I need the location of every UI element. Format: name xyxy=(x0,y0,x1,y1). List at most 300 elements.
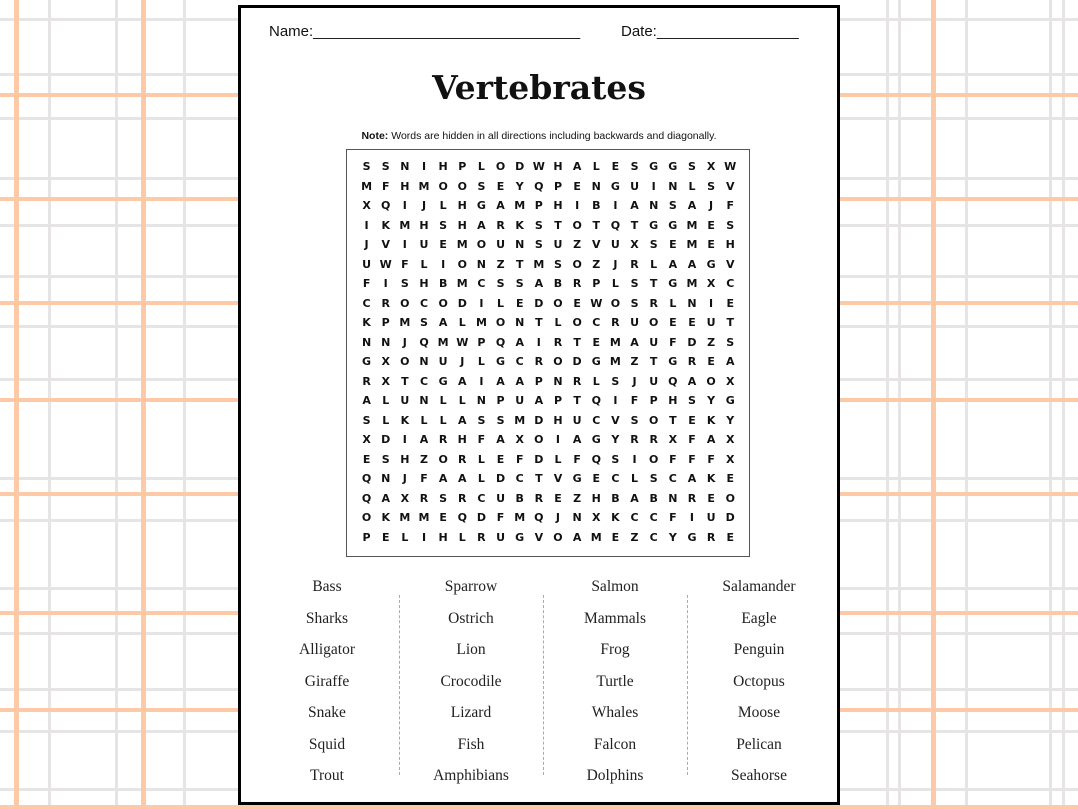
grid-letter[interactable]: G xyxy=(668,355,678,368)
grid-letter[interactable]: N xyxy=(668,491,678,505)
grid-letter[interactable]: A xyxy=(515,374,524,388)
grid-letter[interactable]: M xyxy=(361,179,373,193)
grid-letter[interactable]: T xyxy=(592,218,601,232)
grid-letter[interactable]: V xyxy=(381,238,390,251)
grid-letter[interactable]: S xyxy=(668,199,677,212)
grid-letter[interactable]: U xyxy=(362,257,372,271)
grid-letter[interactable]: C xyxy=(419,374,429,388)
grid-letter[interactable]: C xyxy=(419,296,429,310)
grid-letter[interactable]: S xyxy=(611,374,620,388)
grid-letter[interactable]: G xyxy=(572,472,582,485)
grid-letter[interactable]: H xyxy=(400,452,410,466)
grid-letter[interactable]: R xyxy=(438,433,448,446)
grid-letter[interactable]: G xyxy=(591,355,601,368)
grid-letter[interactable]: N xyxy=(400,160,410,173)
grid-letter[interactable]: O xyxy=(476,238,487,251)
grid-letter[interactable]: Q xyxy=(668,374,678,388)
grid-letter[interactable]: A xyxy=(687,374,697,388)
grid-letter[interactable]: K xyxy=(400,413,410,427)
grid-letter[interactable]: X xyxy=(668,433,678,446)
grid-letter[interactable]: O xyxy=(610,296,621,310)
grid-letter[interactable]: F xyxy=(573,452,581,466)
grid-letter[interactable]: G xyxy=(515,530,525,544)
grid-letter[interactable]: X xyxy=(381,374,390,388)
grid-letter[interactable]: P xyxy=(534,199,543,212)
grid-letter[interactable]: H xyxy=(419,218,429,232)
grid-letter[interactable]: G xyxy=(362,355,372,368)
grid-letter[interactable]: L xyxy=(554,452,562,466)
grid-letter[interactable]: H xyxy=(438,160,448,173)
grid-letter[interactable]: C xyxy=(668,472,677,485)
grid-letter[interactable]: L xyxy=(669,296,677,310)
grid-letter[interactable]: D xyxy=(476,511,486,524)
grid-letter[interactable]: X xyxy=(726,374,735,388)
grid-letter[interactable]: C xyxy=(649,511,658,524)
grid-letter[interactable]: O xyxy=(438,452,448,466)
grid-letter[interactable]: L xyxy=(458,316,466,329)
grid-letter[interactable]: M xyxy=(686,238,698,251)
grid-letter[interactable]: T xyxy=(554,218,562,232)
grid-letter[interactable]: E xyxy=(515,296,524,310)
grid-letter[interactable]: P xyxy=(477,335,486,349)
grid-letter[interactable]: D xyxy=(572,355,582,368)
grid-letter[interactable]: M xyxy=(456,277,468,290)
grid-letter[interactable]: U xyxy=(649,374,659,388)
grid-letter[interactable]: D xyxy=(534,452,544,466)
grid-letter[interactable]: E xyxy=(707,355,715,368)
grid-letter[interactable]: O xyxy=(553,355,563,368)
grid-letter[interactable]: U xyxy=(649,335,659,349)
grid-letter[interactable]: F xyxy=(477,433,486,446)
grid-letter[interactable]: Y xyxy=(611,433,620,446)
grid-letter[interactable]: H xyxy=(400,179,410,193)
grid-letter[interactable]: S xyxy=(630,296,639,310)
grid-letter[interactable]: E xyxy=(611,530,620,544)
grid-letter[interactable]: C xyxy=(515,472,524,485)
grid-letter[interactable]: R xyxy=(477,530,486,544)
grid-letter[interactable]: F xyxy=(669,452,677,466)
grid-letter[interactable]: E xyxy=(726,296,734,310)
grid-letter[interactable]: F xyxy=(362,277,371,290)
grid-letter[interactable]: X xyxy=(706,277,716,290)
grid-letter[interactable]: R xyxy=(572,277,582,290)
grid-letter[interactable]: G xyxy=(496,355,506,368)
grid-letter[interactable]: Z xyxy=(496,257,505,271)
grid-letter[interactable]: M xyxy=(514,511,526,524)
grid-letter[interactable]: D xyxy=(381,433,391,446)
grid-letter[interactable]: I xyxy=(441,257,446,271)
grid-letter[interactable]: S xyxy=(496,277,505,290)
grid-letter[interactable]: A xyxy=(496,374,505,388)
grid-letter[interactable]: Y xyxy=(726,413,735,427)
grid-letter[interactable]: P xyxy=(649,394,658,407)
grid-letter[interactable]: T xyxy=(401,374,409,388)
grid-letter[interactable]: R xyxy=(496,218,505,232)
grid-letter[interactable]: R xyxy=(534,355,544,368)
grid-letter[interactable]: S xyxy=(630,413,639,427)
grid-letter[interactable]: O xyxy=(495,160,506,173)
grid-letter[interactable]: C xyxy=(362,296,371,310)
grid-letter[interactable]: M xyxy=(437,335,449,349)
grid-letter[interactable]: I xyxy=(383,277,388,290)
grid-letter[interactable]: I xyxy=(421,160,427,173)
grid-letter[interactable]: R xyxy=(381,296,390,310)
grid-letter[interactable]: O xyxy=(457,257,467,271)
grid-letter[interactable]: E xyxy=(669,316,677,329)
grid-letter[interactable]: D xyxy=(534,296,544,310)
grid-letter[interactable]: N xyxy=(668,179,678,193)
grid-letter[interactable]: A xyxy=(572,160,582,173)
grid-letter[interactable]: O xyxy=(495,316,506,329)
grid-letter[interactable]: L xyxy=(382,394,390,407)
grid-letter[interactable]: R xyxy=(572,374,582,388)
grid-letter[interactable]: B xyxy=(553,277,563,290)
grid-letter[interactable]: L xyxy=(458,394,466,407)
grid-letter[interactable]: A xyxy=(362,394,371,407)
grid-letter[interactable]: M xyxy=(609,335,621,349)
grid-letter[interactable]: J xyxy=(460,355,465,368)
grid-letter[interactable]: S xyxy=(515,277,524,290)
grid-letter[interactable]: R xyxy=(687,355,697,368)
grid-letter[interactable]: T xyxy=(535,316,543,329)
grid-letter[interactable]: M xyxy=(475,316,487,329)
grid-letter[interactable]: L xyxy=(382,413,390,427)
grid-letter[interactable]: M xyxy=(590,530,602,544)
grid-letter[interactable]: S xyxy=(420,316,428,329)
grid-letter[interactable]: T xyxy=(630,218,639,232)
grid-letter[interactable]: T xyxy=(573,394,581,407)
grid-letter[interactable]: W xyxy=(379,257,392,271)
grid-letter[interactable]: S xyxy=(400,277,409,290)
grid-letter[interactable]: U xyxy=(438,355,448,368)
grid-letter[interactable]: O xyxy=(572,218,582,232)
grid-letter[interactable]: N xyxy=(515,316,525,329)
grid-letter[interactable]: U xyxy=(496,530,506,544)
grid-letter[interactable]: M xyxy=(514,413,526,427)
grid-letter[interactable]: Z xyxy=(573,491,582,505)
grid-letter[interactable]: J xyxy=(402,472,407,485)
grid-letter[interactable]: G xyxy=(668,277,678,290)
grid-letter[interactable]: M xyxy=(399,316,411,329)
grid-letter[interactable]: L xyxy=(592,374,600,388)
grid-letter[interactable]: H xyxy=(419,277,429,290)
grid-letter[interactable]: U xyxy=(630,316,639,329)
grid-letter[interactable]: T xyxy=(669,413,677,427)
grid-letter[interactable]: Q xyxy=(419,335,429,349)
grid-letter[interactable]: Z xyxy=(630,530,639,544)
grid-letter[interactable]: M xyxy=(609,355,621,368)
grid-letter[interactable]: B xyxy=(611,491,620,505)
grid-letter[interactable]: M xyxy=(686,277,698,290)
grid-letter[interactable]: J xyxy=(632,374,637,388)
grid-letter[interactable]: A xyxy=(572,530,582,544)
grid-letter[interactable]: O xyxy=(572,257,582,271)
grid-letter[interactable]: V xyxy=(725,257,735,271)
grid-letter[interactable]: O xyxy=(649,452,659,466)
grid-letter[interactable]: H xyxy=(553,413,563,427)
grid-letter[interactable]: A xyxy=(687,472,697,485)
grid-letter[interactable]: K xyxy=(611,511,620,524)
grid-letter[interactable]: A xyxy=(687,199,697,212)
grid-letter[interactable]: A xyxy=(630,335,639,349)
grid-letter[interactable]: Q xyxy=(381,199,391,212)
grid-letter[interactable]: C xyxy=(477,491,486,505)
grid-letter[interactable]: P xyxy=(592,277,601,290)
grid-letter[interactable]: I xyxy=(402,238,407,251)
grid-letter[interactable]: A xyxy=(458,374,467,388)
grid-letter[interactable]: O xyxy=(553,296,563,310)
grid-letter[interactable]: N xyxy=(687,296,697,310)
grid-letter[interactable]: U xyxy=(419,238,429,251)
grid-letter[interactable]: A xyxy=(496,199,505,212)
grid-letter[interactable]: I xyxy=(575,199,580,212)
grid-letter[interactable]: R xyxy=(534,491,544,505)
grid-letter[interactable]: R xyxy=(458,491,467,505)
grid-letter[interactable]: M xyxy=(399,218,411,232)
grid-letter[interactable]: U xyxy=(706,316,716,329)
grid-letter[interactable]: Q xyxy=(610,218,621,232)
grid-letter[interactable]: O xyxy=(400,355,410,368)
grid-letter[interactable]: S xyxy=(439,491,448,505)
grid-letter[interactable]: T xyxy=(515,257,524,271)
grid-letter[interactable]: S xyxy=(687,160,696,173)
grid-letter[interactable]: N xyxy=(381,472,391,485)
grid-letter[interactable]: R xyxy=(553,335,563,349)
grid-letter[interactable]: I xyxy=(632,452,637,466)
grid-letter[interactable]: F xyxy=(401,257,409,271)
grid-letter[interactable]: M xyxy=(533,257,545,271)
grid-letter[interactable]: R xyxy=(630,433,639,446)
grid-letter[interactable]: A xyxy=(477,218,486,232)
grid-letter[interactable]: O xyxy=(400,296,410,310)
grid-letter[interactable]: F xyxy=(630,394,639,407)
grid-letter[interactable]: X xyxy=(726,452,735,466)
grid-letter[interactable]: E xyxy=(496,452,505,466)
grid-letter[interactable]: A xyxy=(668,257,678,271)
grid-letter[interactable]: F xyxy=(726,199,734,212)
grid-letter[interactable]: X xyxy=(381,355,390,368)
grid-letter[interactable]: N xyxy=(649,199,659,212)
grid-letter[interactable]: P xyxy=(553,394,562,407)
grid-letter[interactable]: D xyxy=(515,160,525,173)
grid-letter[interactable]: O xyxy=(706,374,716,388)
grid-letter[interactable]: H xyxy=(725,238,735,251)
grid-letter[interactable]: L xyxy=(477,355,485,368)
grid-letter[interactable]: P xyxy=(458,160,467,173)
grid-letter[interactable]: B xyxy=(515,491,524,505)
grid-letter[interactable]: J xyxy=(709,199,714,212)
grid-letter[interactable]: V xyxy=(592,238,601,251)
grid-letter[interactable]: L xyxy=(631,472,639,485)
grid-letter[interactable]: A xyxy=(438,472,448,485)
grid-letter[interactable]: A xyxy=(381,491,390,505)
grid-letter[interactable]: D xyxy=(534,413,544,427)
grid-letter[interactable]: S xyxy=(554,257,562,271)
grid-letter[interactable]: W xyxy=(724,160,737,173)
grid-letter[interactable]: J xyxy=(364,238,369,251)
grid-letter[interactable]: C xyxy=(592,413,601,427)
grid-letter[interactable]: B xyxy=(649,491,658,505)
grid-letter[interactable]: S xyxy=(439,218,448,232)
grid-letter[interactable]: G xyxy=(668,218,678,232)
grid-letter[interactable]: I xyxy=(421,530,427,544)
grid-letter[interactable]: P xyxy=(553,179,562,193)
grid-letter[interactable]: U xyxy=(553,238,563,251)
grid-letter[interactable]: I xyxy=(651,179,656,193)
grid-letter[interactable]: E xyxy=(592,472,601,485)
grid-letter[interactable]: Q xyxy=(591,452,601,466)
grid-letter[interactable]: H xyxy=(457,199,467,212)
grid-letter[interactable]: U xyxy=(496,491,506,505)
grid-letter[interactable]: X xyxy=(726,433,735,446)
grid-letter[interactable]: L xyxy=(420,413,428,427)
grid-letter[interactable]: T xyxy=(726,316,734,329)
grid-letter[interactable]: K xyxy=(515,218,524,232)
grid-letter[interactable]: S xyxy=(726,218,735,232)
grid-letter[interactable]: L xyxy=(458,530,466,544)
grid-letter[interactable]: E xyxy=(688,316,696,329)
grid-letter[interactable]: N xyxy=(419,394,429,407)
grid-letter[interactable]: I xyxy=(536,335,541,349)
grid-letter[interactable]: A xyxy=(458,413,467,427)
grid-letter[interactable]: H xyxy=(438,530,448,544)
grid-letter[interactable]: E xyxy=(439,238,447,251)
grid-letter[interactable]: S xyxy=(707,179,716,193)
grid-letter[interactable]: F xyxy=(688,452,696,466)
grid-letter[interactable]: K xyxy=(381,511,390,524)
grid-letter[interactable]: U xyxy=(515,394,525,407)
grid-letter[interactable]: F xyxy=(496,511,505,524)
grid-letter[interactable]: T xyxy=(535,472,543,485)
grid-letter[interactable]: E xyxy=(573,296,581,310)
grid-letter[interactable]: I xyxy=(613,394,618,407)
grid-letter[interactable]: P xyxy=(362,530,371,544)
grid-letter[interactable]: K xyxy=(362,316,371,329)
grid-letter[interactable]: S xyxy=(534,238,543,251)
grid-letter[interactable]: L xyxy=(439,394,447,407)
grid-letter[interactable]: T xyxy=(649,277,658,290)
grid-letter[interactable]: R xyxy=(630,257,639,271)
grid-letter[interactable]: A xyxy=(419,433,429,446)
grid-letter[interactable]: J xyxy=(613,257,618,271)
grid-letter[interactable]: E xyxy=(611,160,620,173)
grid-letter[interactable]: O xyxy=(534,433,544,446)
grid-letter[interactable]: O xyxy=(361,511,372,524)
grid-letter[interactable]: O xyxy=(438,296,448,310)
grid-letter[interactable]: F xyxy=(381,179,390,193)
grid-letter[interactable]: A xyxy=(572,433,582,446)
grid-letter[interactable]: D xyxy=(457,296,467,310)
grid-letter[interactable]: N xyxy=(476,257,487,271)
grid-letter[interactable]: F xyxy=(515,452,524,466)
grid-letter[interactable]: Q xyxy=(534,511,544,524)
grid-letter[interactable]: N xyxy=(553,374,563,388)
grid-letter[interactable]: H xyxy=(591,491,601,505)
grid-letter[interactable]: B xyxy=(592,199,601,212)
grid-letter[interactable]: I xyxy=(555,433,561,446)
grid-letter[interactable]: I xyxy=(479,374,484,388)
grid-letter[interactable]: R xyxy=(649,433,658,446)
grid-letter[interactable]: C xyxy=(611,472,620,485)
grid-letter[interactable]: H xyxy=(553,160,563,173)
grid-letter[interactable]: Y xyxy=(707,394,716,407)
grid-letter[interactable]: S xyxy=(381,452,390,466)
grid-letter[interactable]: G xyxy=(649,160,659,173)
grid-letter[interactable]: I xyxy=(402,199,407,212)
grid-letter[interactable]: F xyxy=(688,433,696,446)
grid-letter[interactable]: C xyxy=(477,277,486,290)
grid-letter[interactable]: L xyxy=(497,296,505,310)
grid-letter[interactable]: V xyxy=(553,472,563,485)
grid-letter[interactable]: X xyxy=(592,511,601,524)
grid-letter[interactable]: U xyxy=(572,413,582,427)
grid-letter[interactable]: N xyxy=(381,335,391,349)
grid-letter[interactable]: S xyxy=(630,277,639,290)
grid-letter[interactable]: Z xyxy=(592,257,601,271)
grid-letter[interactable]: W xyxy=(456,335,469,349)
grid-letter[interactable]: S xyxy=(649,238,658,251)
grid-letter[interactable]: D xyxy=(495,472,506,485)
grid-letter[interactable]: T xyxy=(649,355,658,368)
grid-letter[interactable]: E xyxy=(669,238,677,251)
grid-letter[interactable]: L xyxy=(688,179,696,193)
grid-letter[interactable]: E xyxy=(439,511,447,524)
grid-letter[interactable]: K xyxy=(706,472,716,485)
grid-letter[interactable]: K xyxy=(381,218,390,232)
grid-letter[interactable]: F xyxy=(420,472,428,485)
grid-letter[interactable]: Q xyxy=(534,179,544,193)
grid-letter[interactable]: I xyxy=(402,433,407,446)
grid-letter[interactable]: N xyxy=(572,511,582,524)
grid-letter[interactable]: Z xyxy=(573,238,582,251)
grid-letter[interactable]: A xyxy=(534,394,544,407)
grid-letter[interactable]: X xyxy=(362,199,371,212)
grid-letter[interactable]: J xyxy=(555,511,561,524)
grid-letter[interactable]: O xyxy=(725,491,735,505)
grid-letter[interactable]: C xyxy=(726,277,735,290)
grid-letter[interactable]: S xyxy=(534,218,543,232)
grid-letter[interactable]: L xyxy=(554,316,562,329)
grid-letter[interactable]: E xyxy=(688,413,696,427)
grid-letter[interactable]: X xyxy=(706,160,716,173)
grid-letter[interactable]: J xyxy=(421,199,427,212)
grid-letter[interactable]: U xyxy=(706,511,716,524)
grid-letter[interactable]: D xyxy=(725,511,735,524)
grid-letter[interactable]: G xyxy=(725,394,735,407)
grid-letter[interactable]: P xyxy=(381,316,390,329)
grid-letter[interactable]: M xyxy=(418,179,430,193)
grid-letter[interactable]: Z xyxy=(707,335,716,349)
grid-letter[interactable]: Y xyxy=(668,530,677,544)
grid-letter[interactable]: F xyxy=(669,335,677,349)
grid-letter[interactable]: J xyxy=(402,335,407,349)
grid-letter[interactable]: A xyxy=(706,433,716,446)
grid-letter[interactable]: A xyxy=(438,316,448,329)
grid-letter[interactable]: U xyxy=(400,394,410,407)
grid-letter[interactable]: G xyxy=(706,257,716,271)
grid-letter[interactable]: S xyxy=(381,160,390,173)
grid-letter[interactable]: E xyxy=(707,238,715,251)
grid-letter[interactable]: V xyxy=(534,530,544,544)
grid-letter[interactable]: P xyxy=(534,374,543,388)
grid-letter[interactable]: N xyxy=(515,238,525,251)
grid-letter[interactable]: E xyxy=(362,452,371,466)
grid-letter[interactable]: Q xyxy=(361,472,372,485)
grid-letter[interactable]: M xyxy=(514,199,526,212)
grid-letter[interactable]: E xyxy=(554,491,562,505)
grid-letter[interactable]: C xyxy=(592,316,601,329)
grid-letter[interactable]: E xyxy=(707,491,715,505)
